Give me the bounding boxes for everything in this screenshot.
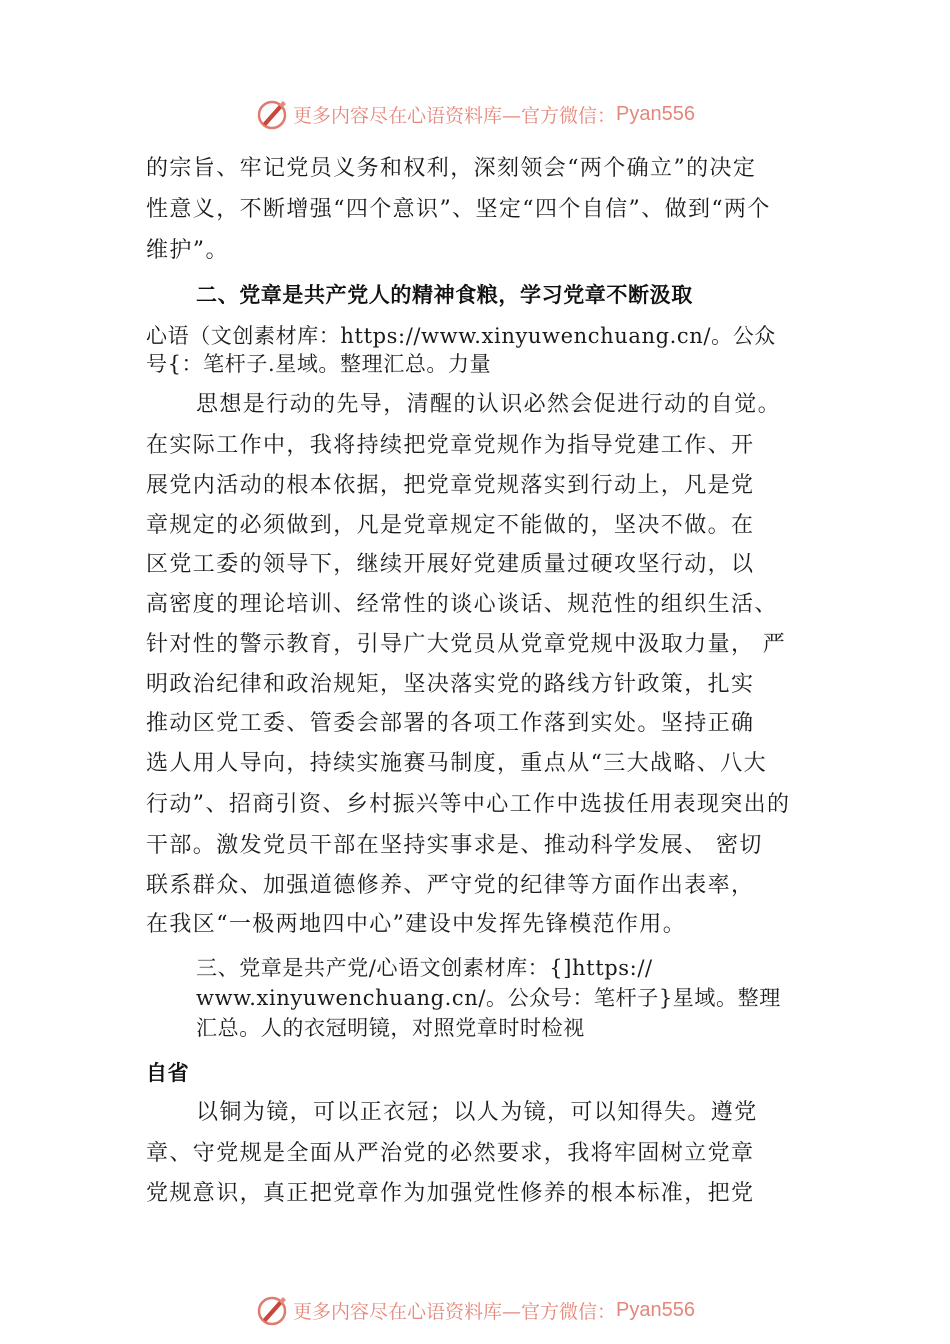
banner-wechat-id: Pyan556	[616, 1298, 695, 1321]
body-line: 的宗旨、牢记党员义务和权利，深刻领会“两个确立”的决定	[146, 156, 757, 181]
section-line: 汇总。人的衣冠明镜，对照党章时时检视	[196, 1016, 585, 1040]
body-line: 章规定的必须做到，凡是党章规定不能做的，坚决不做。在	[146, 513, 755, 538]
banner-wechat-id: Pyan556	[616, 102, 695, 125]
body-line: 明政治纪律和政治规矩，坚决落实党的路线方针政策，扎实	[146, 672, 755, 697]
pen-logo-icon	[255, 1293, 289, 1327]
body-line: 针对性的警示教育，引导广大党员从党章党规中汲取力量， 严	[146, 632, 787, 657]
section-heading-2: 二、党章是共产党人的精神食粮，学习党章不断汲取	[196, 283, 693, 307]
banner-cn-text: 更多内容尽在心语资料库—官方微信：	[293, 1300, 617, 1323]
watermark-line: 心语（文创素材库：https://www.xinyuwenchuang.cn/。公众	[146, 324, 776, 348]
body-line: 联系群众、加强道德修养、严守党的纪律等方面作出表率，	[146, 873, 755, 898]
body-line: 区党工委的领导下，继续开展好党建质量过硬攻坚行动，以	[146, 552, 755, 577]
body-line: 章、守党规是全面从严治党的必然要求，我将牢固树立党章	[146, 1141, 755, 1166]
pen-logo-icon	[255, 97, 289, 131]
body-line: 选人用人导向，持续实施赛马制度，重点从“三大战略、八大	[146, 751, 768, 776]
body-line: 在实际工作中，我将持续把党章党规作为指导党建工作、开	[146, 433, 755, 458]
section-line: www.xinyuwenchuang.cn/。公众号：笔杆子}星域。整理	[196, 986, 781, 1010]
section-heading-3-tail: 自省	[146, 1061, 190, 1085]
body-line: 高密度的理论培训、经常性的谈心谈话、规范性的组织生活、	[146, 592, 778, 617]
footer-watermark-banner	[0, 1290, 950, 1330]
body-line: 展党内活动的根本依据，把党章党规落实到行动上，凡是党	[146, 473, 755, 498]
banner-cn-text: 更多内容尽在心语资料库—官方微信：	[293, 104, 617, 127]
body-line: 维护”。	[146, 238, 229, 263]
paragraph-first-line: 思想是行动的先导，清醒的认识必然会促进行动的自觉。	[196, 392, 782, 417]
body-line: 党规意识，真正把党章作为加强党性修养的根本标准，把党	[146, 1181, 755, 1206]
body-line: 性意义，不断增强“四个意识”、坚定“四个自信”、做到“两个	[146, 197, 771, 222]
paragraph-first-line: 以铜为镜，可以正衣冠；以人为镜，可以知得失。遵党	[196, 1100, 758, 1125]
body-line: 在我区“一极两地四中心”建设中发挥先锋模范作用。	[146, 912, 687, 937]
body-line: 干部。激发党员干部在坚持实事求是、推动科学发展、 密切	[146, 833, 763, 858]
header-watermark-banner	[0, 94, 950, 134]
watermark-line: 号{：笔杆子.星域。整理汇总。力量	[146, 352, 492, 376]
body-line: 行动”、招商引资、乡村振兴等中心工作中选拔任用表现突出的	[146, 792, 791, 817]
body-line: 推动区党工委、管委会部署的各项工作落到实处。坚持正确	[146, 711, 755, 736]
section-line: 三、党章是共产党/心语文创素材库：{]https://	[196, 956, 653, 980]
